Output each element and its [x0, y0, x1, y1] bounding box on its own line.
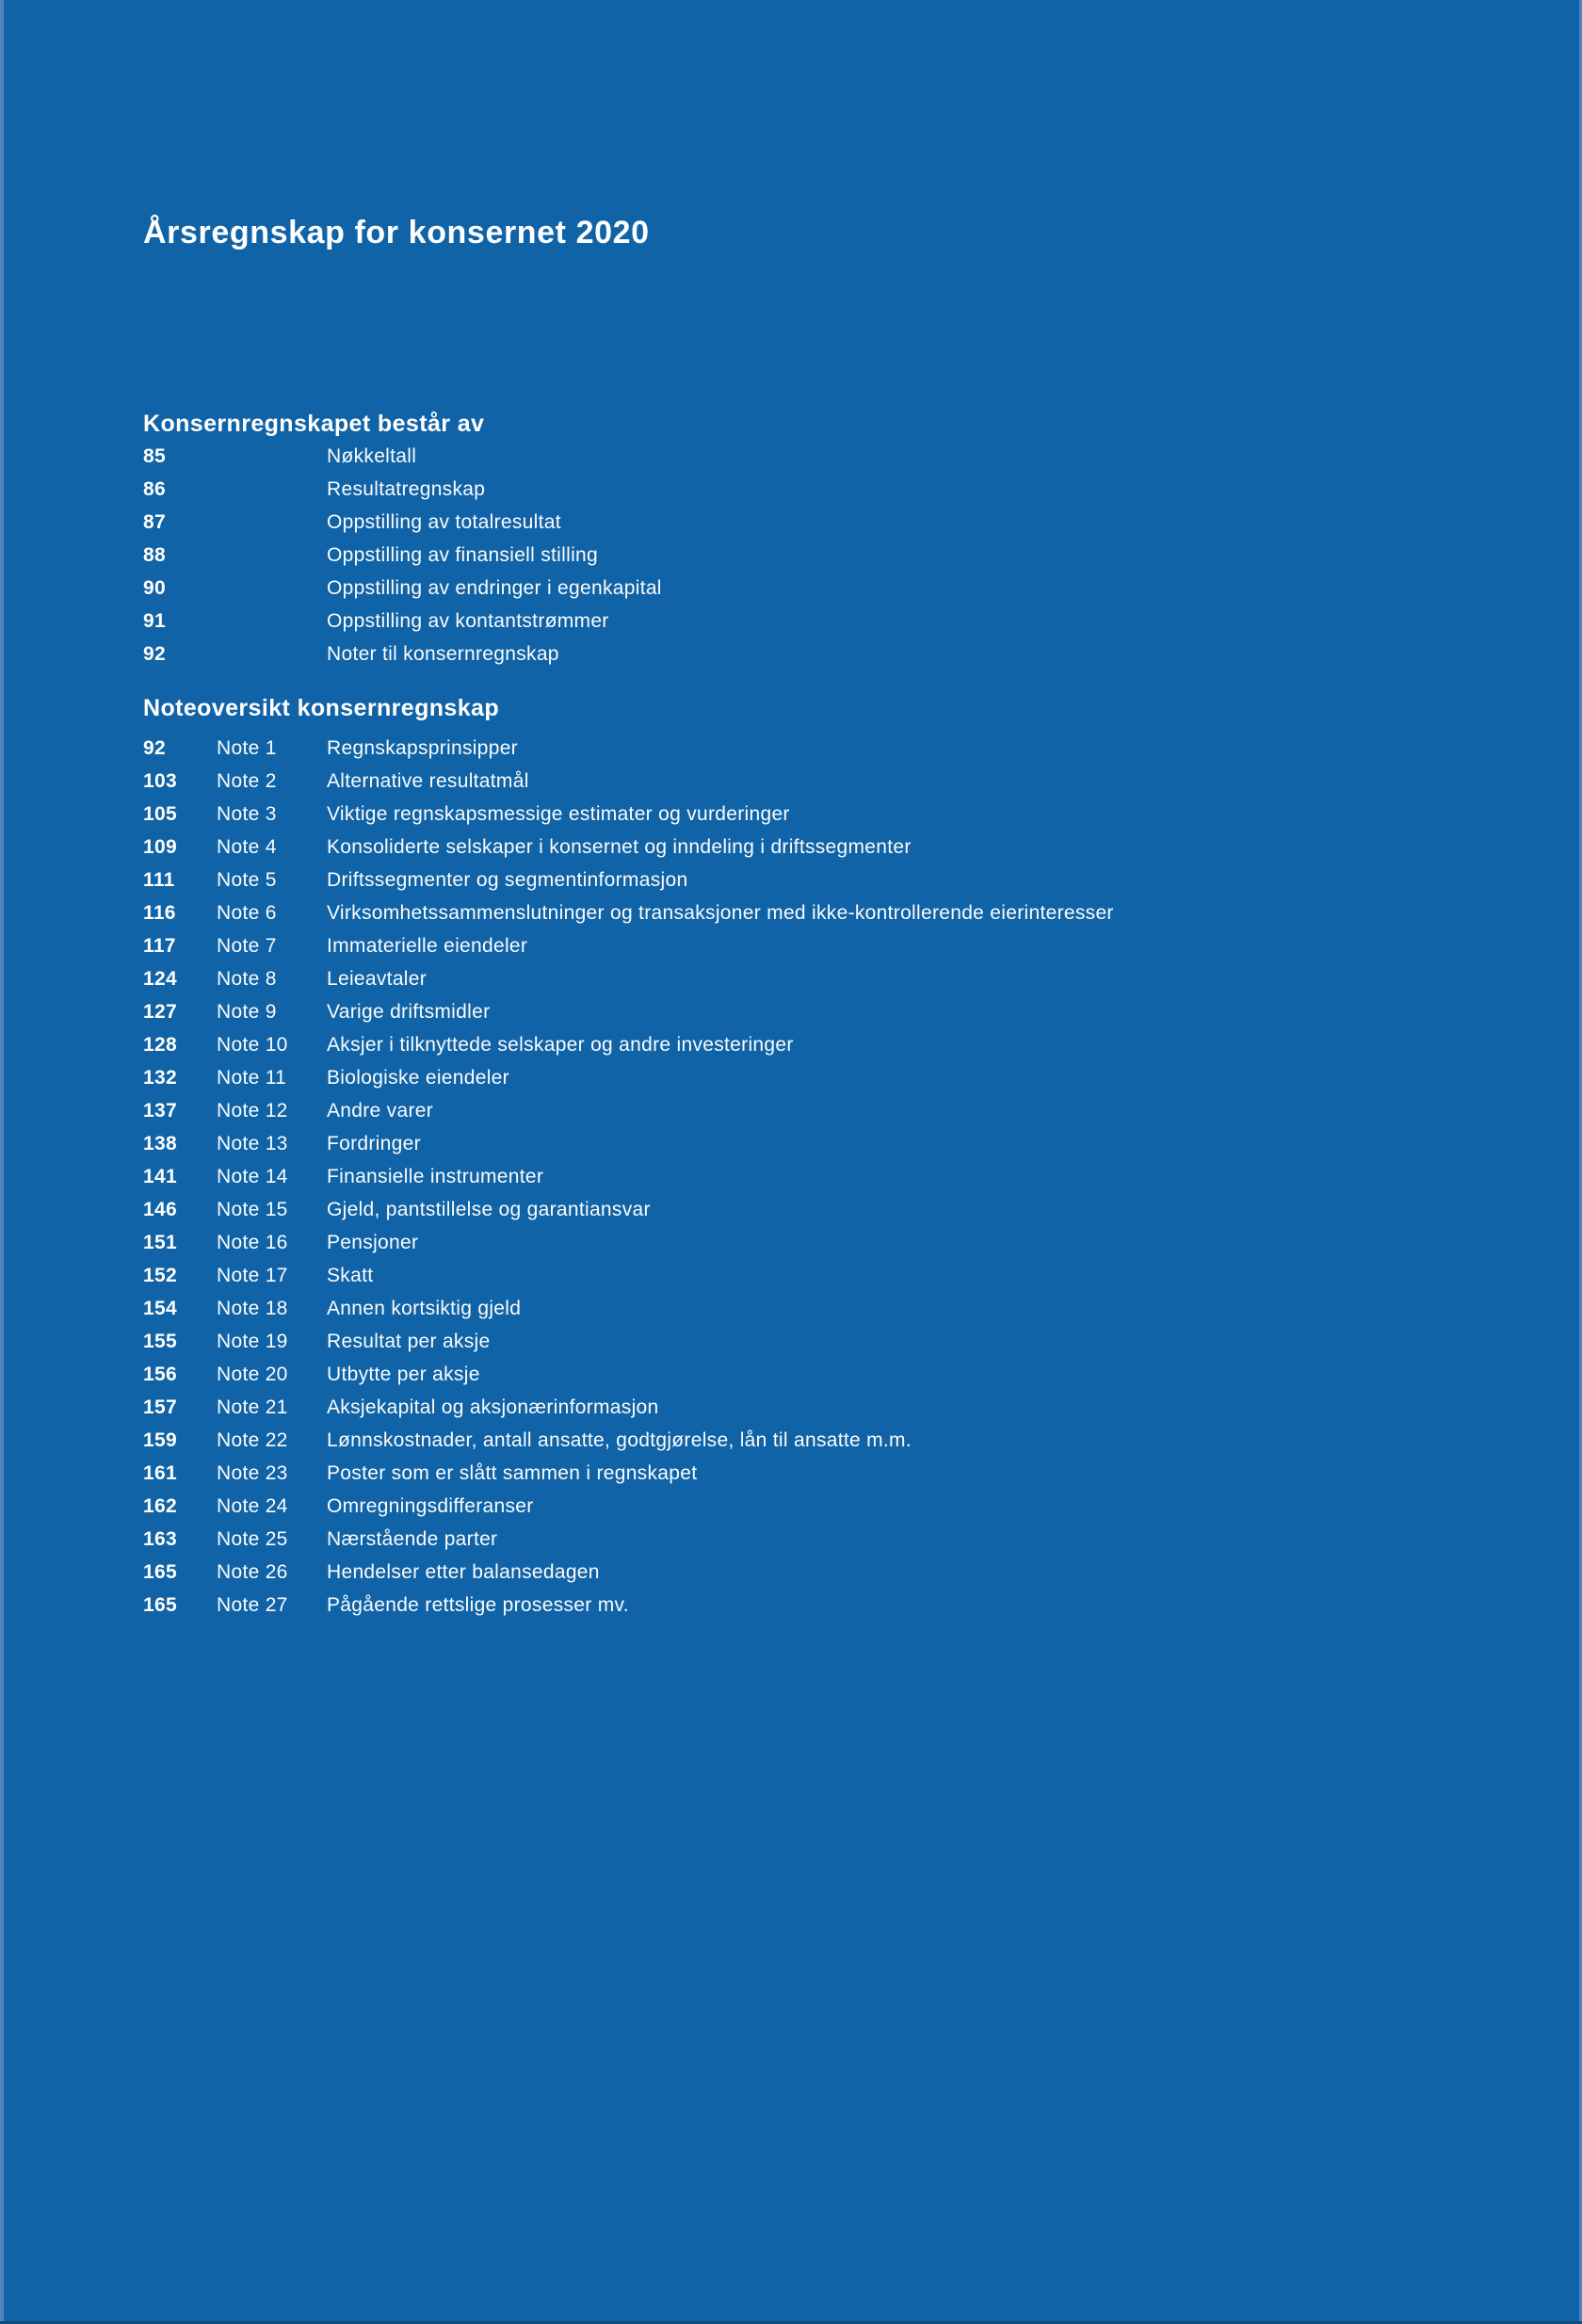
- toc-note-label: Note 18: [217, 1298, 288, 1319]
- toc-note-label: Note 24: [217, 1495, 288, 1517]
- toc-entry-title: Oppstilling av kontantstrømmer: [327, 610, 609, 632]
- toc-page-number: 116: [143, 902, 176, 924]
- toc-page-number: 87: [143, 511, 166, 533]
- toc-note-label: Note 13: [217, 1133, 288, 1154]
- toc-entry-title: Nøkkeltall: [327, 445, 417, 467]
- toc-note-label: Note 21: [217, 1396, 288, 1418]
- toc-page-number: 141: [143, 1166, 177, 1187]
- toc-row: [143, 1589, 1526, 1622]
- toc-page-number: 155: [143, 1331, 177, 1352]
- toc-page-number: 159: [143, 1429, 177, 1451]
- toc-page-number: 157: [143, 1396, 177, 1418]
- toc-note-label: Note 23: [217, 1462, 288, 1484]
- toc-note-label: Note 6: [217, 902, 277, 924]
- toc-row: [143, 473, 1526, 506]
- toc-row: [143, 1391, 1526, 1424]
- toc-entry-title: Oppstilling av endringer i egenkapital: [327, 577, 662, 599]
- toc-row: [143, 929, 1526, 962]
- toc-page-number: 92: [143, 643, 166, 665]
- toc-row: [143, 506, 1526, 539]
- toc-row: [143, 831, 1526, 863]
- toc-page-number: 152: [143, 1265, 177, 1286]
- toc-note-label: Note 1: [217, 737, 277, 759]
- toc-note-label: Note 17: [217, 1265, 288, 1286]
- toc-page-number: 162: [143, 1495, 177, 1517]
- toc-page-number: 117: [143, 935, 176, 957]
- toc-note-label: Note 3: [217, 803, 277, 825]
- toc-page-number: 103: [143, 770, 177, 792]
- toc-entry-title: Oppstilling av totalresultat: [327, 511, 561, 533]
- toc-page-number: 127: [143, 1001, 177, 1023]
- toc-row: [143, 765, 1526, 798]
- toc-entry-title: Konsoliderte selskaper i konsernet og inndeling i driftssegmenter: [327, 836, 912, 858]
- toc-entry-title: Skatt: [327, 1265, 374, 1286]
- toc-entry-title: Aksjekapital og aksjonærinformasjon: [327, 1396, 659, 1418]
- toc-note-label: Note 22: [217, 1429, 288, 1451]
- toc-entry-title: Noter til konsernregnskap: [327, 643, 559, 665]
- toc-entry-title: Biologiske eiendeler: [327, 1067, 509, 1089]
- toc-row: [143, 1358, 1526, 1391]
- toc-note-label: Note 19: [217, 1331, 288, 1352]
- toc-row: [143, 1490, 1526, 1523]
- toc-entry-title: Poster som er slått sammen i regnskapet: [327, 1462, 698, 1484]
- toc-entry-title: Gjeld, pantstillelse og garantiansvar: [327, 1199, 651, 1220]
- toc-row: [143, 440, 1526, 473]
- toc-entry-title: Pågående rettslige prosesser mv.: [327, 1594, 629, 1616]
- toc-page-number: 151: [143, 1232, 177, 1253]
- toc-page-number: 85: [143, 445, 166, 467]
- toc-note-label: Note 10: [217, 1034, 288, 1056]
- toc-entry-title: Lønnskostnader, antall ansatte, godtgjørelse, lån til ansatte m.m.: [327, 1429, 912, 1451]
- toc-entry-title: Virksomhetssammenslutninger og transaksjoner med ikke-kontrollerende eierinteresser: [327, 902, 1114, 924]
- toc-page-number: 92: [143, 737, 166, 759]
- toc-note-label: Note 20: [217, 1364, 288, 1385]
- toc-entry-title: Oppstilling av finansiell stilling: [327, 544, 598, 566]
- toc-note-label: Note 5: [217, 869, 277, 891]
- toc-row: [143, 1028, 1526, 1061]
- toc-entry-title: Utbytte per aksje: [327, 1364, 480, 1385]
- toc-page-number: 109: [143, 836, 177, 858]
- toc-row: [143, 896, 1526, 929]
- toc-row: [143, 1193, 1526, 1226]
- toc-entry-title: Finansielle instrumenter: [327, 1166, 544, 1187]
- page-title: Årsregnskap for konsernet 2020: [143, 215, 650, 250]
- toc-row: [143, 1424, 1526, 1457]
- toc-entry-title: Annen kortsiktig gjeld: [327, 1298, 522, 1319]
- page-edge-left: [0, 0, 4, 2324]
- toc-list-noteoversikt: [143, 732, 1526, 1622]
- toc-note-label: Note 4: [217, 836, 277, 858]
- toc-entry-title: Varige driftsmidler: [327, 1001, 491, 1023]
- section-heading-noteoversikt: Noteoversikt konsernregnskap: [143, 695, 499, 721]
- toc-row: [143, 995, 1526, 1028]
- toc-entry-title: Resultat per aksje: [327, 1331, 491, 1352]
- toc-entry-title: Immaterielle eiendeler: [327, 935, 528, 957]
- toc-entry-title: Nærstående parter: [327, 1528, 498, 1550]
- toc-row: [143, 572, 1526, 605]
- toc-note-label: Note 25: [217, 1528, 288, 1550]
- toc-row: [143, 637, 1526, 670]
- toc-entry-title: Alternative resultatmål: [327, 770, 529, 792]
- toc-page-number: 128: [143, 1034, 177, 1056]
- toc-row: [143, 539, 1526, 572]
- toc-row: [143, 863, 1526, 896]
- toc-page-number: 88: [143, 544, 166, 566]
- toc-note-label: Note 16: [217, 1232, 288, 1253]
- toc-page-number: 91: [143, 610, 166, 632]
- toc-page-number: 124: [143, 968, 177, 990]
- toc-note-label: Note 15: [217, 1199, 288, 1220]
- toc-note-label: Note 9: [217, 1001, 277, 1023]
- toc-note-label: Note 8: [217, 968, 277, 990]
- toc-page-number: 90: [143, 577, 166, 599]
- toc-entry-title: Regnskapsprinsipper: [327, 737, 518, 759]
- toc-page-number: 156: [143, 1364, 177, 1385]
- toc-entry-title: Aksjer i tilknyttede selskaper og andre investeringer: [327, 1034, 794, 1056]
- toc-note-label: Note 12: [217, 1100, 288, 1122]
- toc-note-label: Note 26: [217, 1561, 288, 1583]
- toc-row: [143, 1160, 1526, 1193]
- toc-note-label: Note 11: [217, 1067, 287, 1089]
- toc-page-number: 146: [143, 1199, 177, 1220]
- toc-page-number: 163: [143, 1528, 177, 1550]
- toc-note-label: Note 27: [217, 1594, 288, 1616]
- toc-row: [143, 1556, 1526, 1589]
- toc-entry-title: Andre varer: [327, 1100, 434, 1122]
- toc-page-number: 132: [143, 1067, 177, 1089]
- toc-row: [143, 605, 1526, 637]
- toc-row: [143, 1325, 1526, 1358]
- toc-page-number: 86: [143, 478, 166, 500]
- toc-entry-title: Driftssegmenter og segmentinformasjon: [327, 869, 688, 891]
- toc-row: [143, 1292, 1526, 1325]
- toc-row: [143, 1523, 1526, 1556]
- toc-note-label: Note 7: [217, 935, 277, 957]
- toc-row: [143, 732, 1526, 765]
- toc-page-number: 138: [143, 1133, 177, 1154]
- toc-row: [143, 1127, 1526, 1160]
- toc-note-label: Note 14: [217, 1166, 288, 1187]
- toc-row: [143, 1226, 1526, 1259]
- toc-entry-title: Viktige regnskapsmessige estimater og vurderinger: [327, 803, 790, 825]
- toc-row: [143, 1061, 1526, 1094]
- toc-page-number: 161: [143, 1462, 177, 1484]
- toc-entry-title: Omregningsdifferanser: [327, 1495, 534, 1517]
- toc-page-number: 165: [143, 1561, 177, 1583]
- toc-note-label: Note 2: [217, 770, 277, 792]
- toc-page-number: 165: [143, 1594, 177, 1616]
- section-heading-konsernregnskapet: Konsernregnskapet består av: [143, 411, 485, 437]
- toc-page-number: 154: [143, 1298, 177, 1319]
- toc-row: [143, 1259, 1526, 1292]
- toc-entry-title: Hendelser etter balansedagen: [327, 1561, 600, 1583]
- toc-entry-title: Pensjoner: [327, 1232, 419, 1253]
- toc-page-number: 105: [143, 803, 177, 825]
- toc-entry-title: Leieavtaler: [327, 968, 428, 990]
- toc-list-konsernregnskapet: [143, 440, 1526, 670]
- toc-page-number: 137: [143, 1100, 177, 1122]
- toc-row: [143, 1094, 1526, 1127]
- toc-entry-title: Resultatregnskap: [327, 478, 486, 500]
- toc-row: [143, 798, 1526, 831]
- toc-row: [143, 962, 1526, 995]
- toc-row: [143, 1457, 1526, 1490]
- toc-page-number: 111: [143, 869, 175, 891]
- toc-entry-title: Fordringer: [327, 1133, 421, 1154]
